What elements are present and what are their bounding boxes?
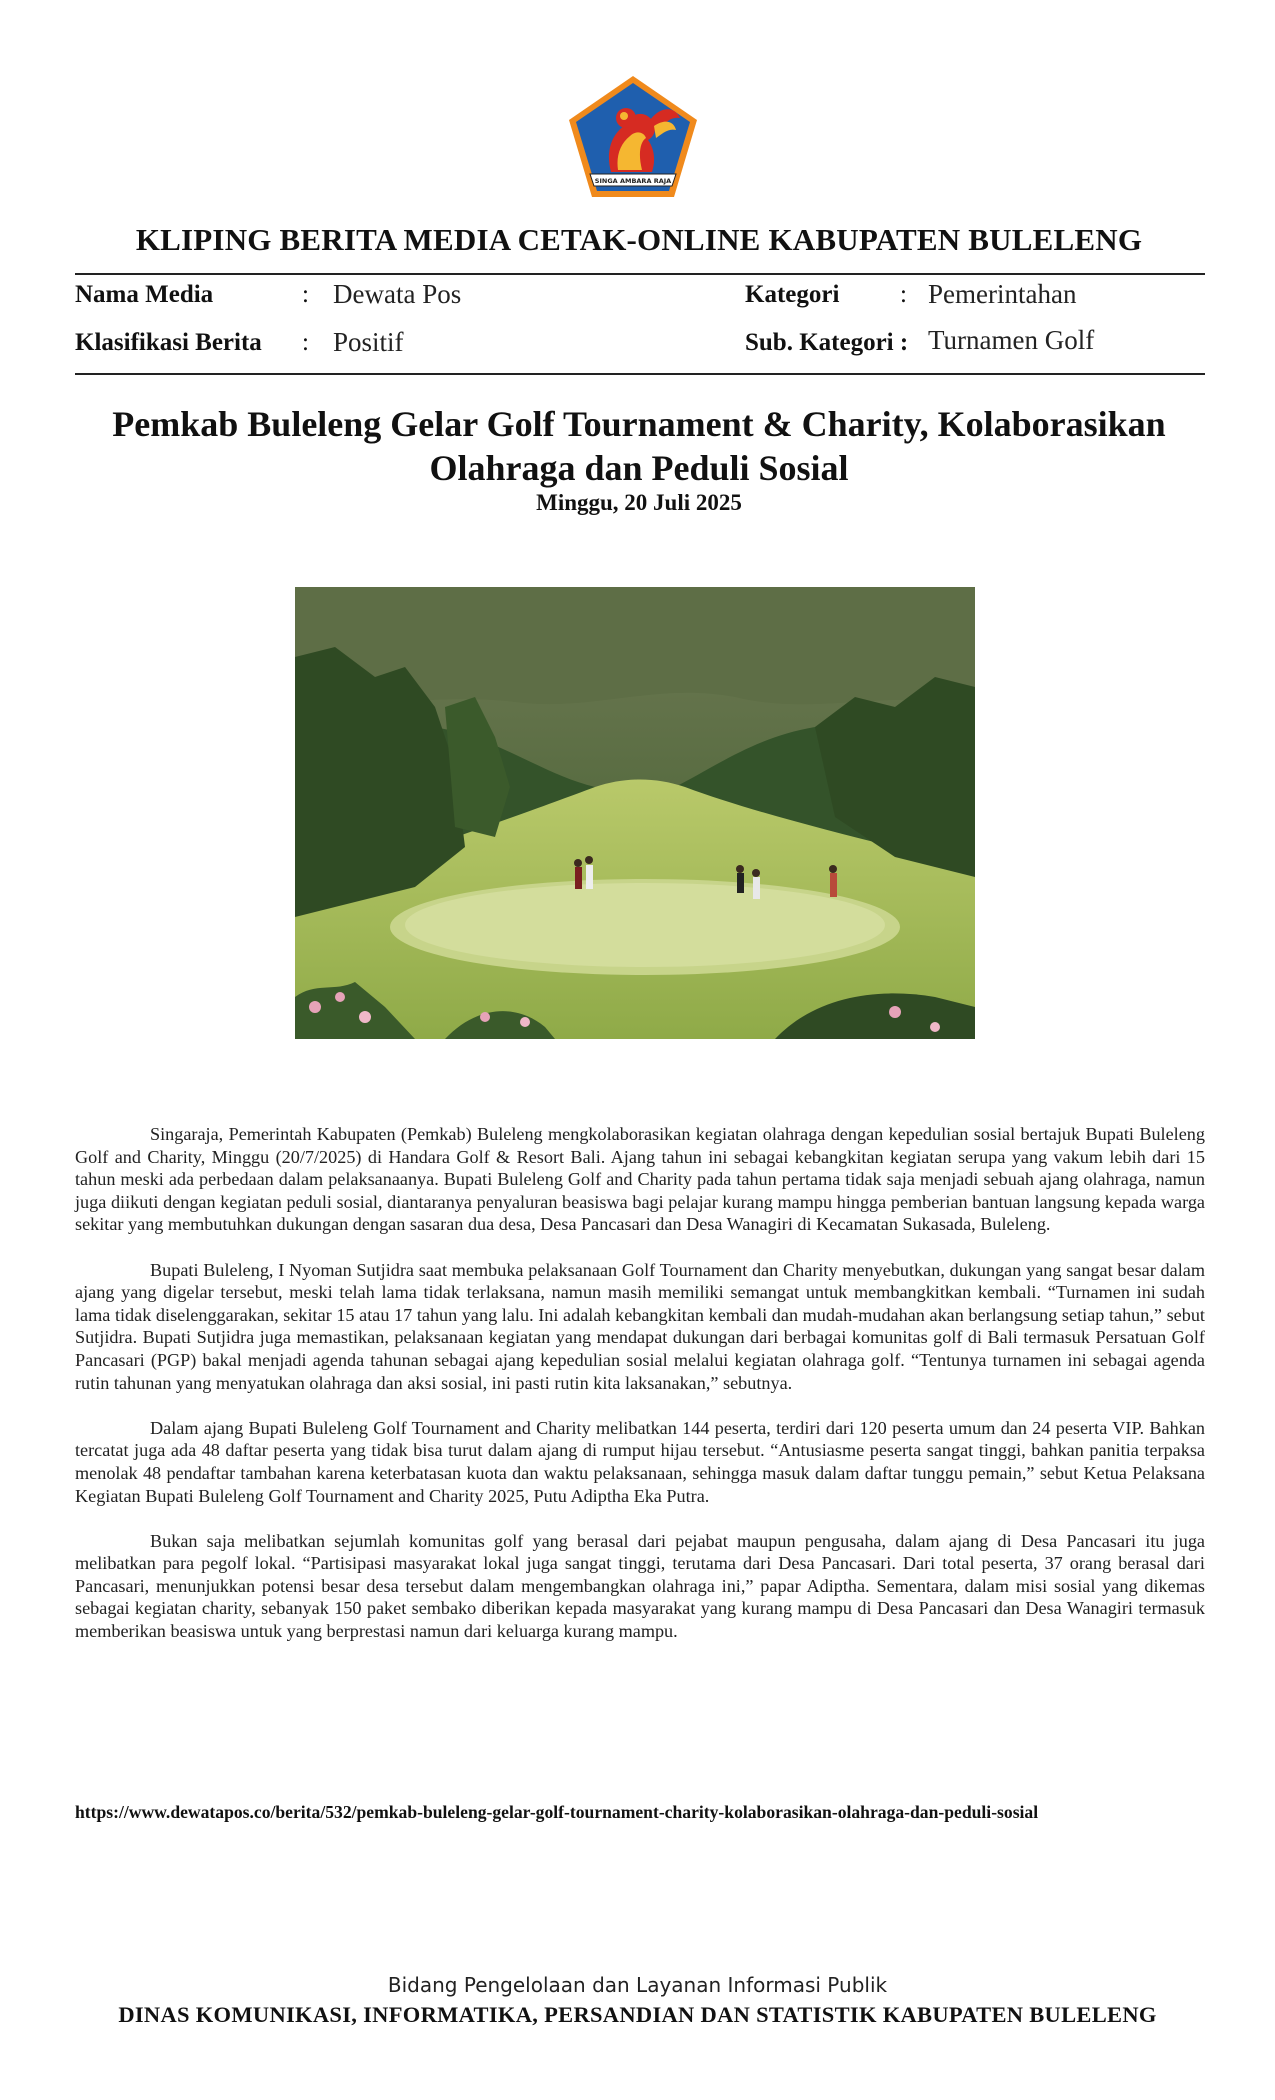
classification-colon: : <box>302 329 309 356</box>
category-value: Pemerintahan <box>928 279 1077 309</box>
meta-divider <box>75 373 1205 375</box>
media-label: Nama Media <box>75 281 214 308</box>
clipping-title: KLIPING BERITA MEDIA CETAK-ONLINE KABUPATEN BULELENG <box>135 222 1143 257</box>
media-value: Dewata Pos <box>333 279 462 309</box>
category-colon: : <box>900 281 907 308</box>
article-photo <box>295 587 975 1039</box>
subcategory-label: Sub. Kategori : <box>745 329 909 356</box>
classification-value: Positif <box>333 327 404 357</box>
source-link[interactable]: https://www.dewatapos.co/berita/532/pemkab-buleleng-gelar-golf-tournament-charity-kolaborasikan-olahraga-dan-peduli-sosial <box>75 1802 1039 1822</box>
subcategory-value: Turnamen Golf <box>928 325 1095 355</box>
classification-label: Klasifikasi Berita <box>75 329 262 356</box>
article-paragraph-1: Singaraja, Pemerintah Kabupaten (Pemkab) Buleleng mengkolaborasikan kegiatan olahraga dengan kepedulian sosial bertajuk Bupati Buleleng Golf and Charity, Minggu (20/7/2025) di Handara Golf & Resort Bali. Ajang tahun ini sebagai kebangkitan kegiatan serupa yang vakum lebih dari 15 tahun meski ada perbedaan dalam pelaksanaanya. Bupati Buleleng Golf and Charity pada tahun pertama tidak saja menjadi sebuah ajang olahraga, namun juga diikuti dengan kegiatan peduli sosial, diantaranya penyaluran beasiswa bagi pelajar kurang mampu hingga pemberian bantuan langsung kepada warga sekitar yang membutuhkan dukungan dengan sasaran dua desa, Desa Pancasari dan Desa Wanagiri di Kecamatan Sukasada, Buleleng. <box>75 1124 1205 1235</box>
regency-emblem-icon <box>566 74 700 200</box>
footer-agency: DINAS KOMUNIKASI, INFORMATIKA, PERSANDIAN DAN STATISTIK KABUPATEN BULELENG <box>118 2002 1157 2027</box>
regency-logo <box>566 74 700 200</box>
article-paragraph-3: Dalam ajang Bupati Buleleng Golf Tournament and Charity melibatkan 144 peserta, terdiri dari 120 peserta umum dan 24 peserta VIP. Bahkan tercatat juga ada 48 daftar peserta yang tidak bisa turut dalam ajang di rumput hijau tersebut. “Antusiasme peserta sangat tinggi, bahkan panitia terpaksa menolak 48 pendaftar tambahan karena keterbatasan kuota dan waktu pelaksanaan, sehingga masuk dalam daftar tunggu pemain,” sebut Ketua Pelaksana Kegiatan Bupati Buleleng Golf Tournament and Charity 2025, Putu Adiptha Eka Putra. <box>75 1417 1205 1506</box>
article-paragraph-4: Bukan saja melibatkan sejumlah komunitas golf yang berasal dari pejabat maupun pengusaha, dalam ajang di Desa Pancasari itu juga melibatkan para pegolf lokal. “Partisipasi masyarakat lokal juga sangat tinggi, terutama dari Desa Pancasari. Dari total peserta, 37 orang berasal dari Pancasari, menunjukkan potensi besar desa tersebut dalam mengembangkan olahraga ini,” papar Adiptha. Sementara, dalam misi sosial yang dikemas sebagai kegiatan charity, sebanyak 150 paket sembako diberikan kepada masyarakat yang kurang mampu di Desa Pancasari dan Desa Wanagiri termasuk memberikan beasiswa untuk yang berprestasi namun dari keluarga kurang mampu. <box>75 1530 1205 1642</box>
category-label: Kategori <box>745 281 840 308</box>
article-date: Minggu, 20 Juli 2025 <box>536 490 742 515</box>
logo-motto: SINGA AMBARA RAJA <box>594 177 672 185</box>
article-paragraph-2: Bupati Buleleng, I Nyoman Sutjidra saat membuka pelaksanaan Golf Tournament dan Charity menyebutkan, dukungan yang sangat besar dalam ajang yang digelar tersebut, meski telah lama tidak terlaksana, namun masih memiliki semangat untuk membangkitkan kembali. “Turnamen ini sudah lama tidak diselenggarakan, sekitar 15 atau 17 tahun yang lalu. Ini adalah kebangkitan kembali dan mudah-mudahan akan berlangsung setiap tahun,” sebut Sutjidra. Bupati Sutjidra juga memastikan, pelaksanaan kegiatan yang mendapat dukungan dari berbagai komunitas golf di Bali termasuk Persatuan Golf Pancasari (PGP) bakal menjadi agenda tahunan sebagai ajang kepedulian sosial melalui kegiatan olahraga golf. “Tentunya turnamen ini sebagai agenda rutin tahunan yang menyatukan olahraga dan aksi sosial, ini pasti rutin kita laksanakan,” sebutnya. <box>75 1259 1205 1393</box>
article-headline: Pemkab Buleleng Gelar Golf Tournament & Charity, Kolaborasikan Olahraga dan Peduli Sosial <box>112 404 1166 488</box>
footer-department: Bidang Pengelolaan dan Layanan Informasi Publik <box>387 1973 888 1997</box>
article-body <box>75 1123 1205 1665</box>
media-colon: : <box>302 281 309 308</box>
subcategory-colon: : <box>899 329 909 356</box>
header-divider <box>75 273 1205 275</box>
